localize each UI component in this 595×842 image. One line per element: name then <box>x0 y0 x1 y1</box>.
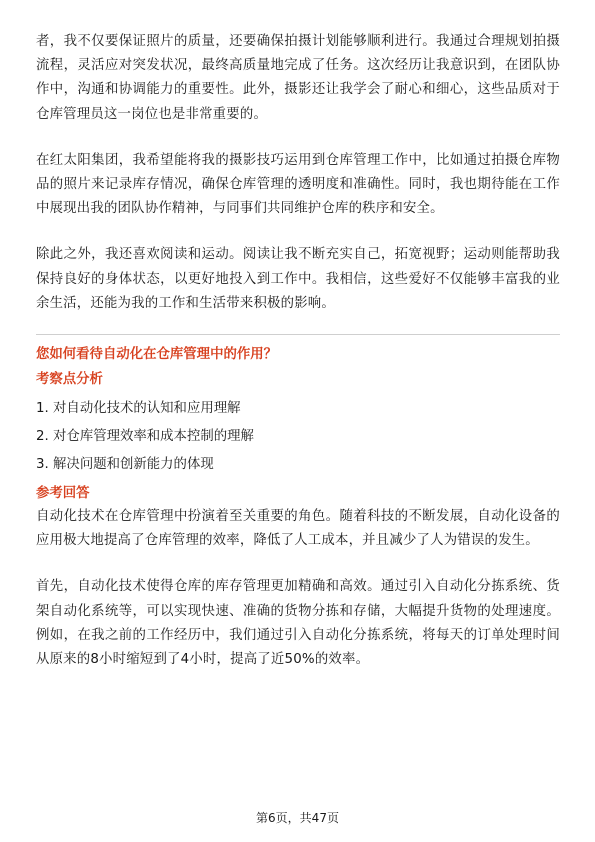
answer-heading: 参考回答 <box>36 486 90 502</box>
analysis-point: 1. 对自动化技术的认知和应用理解 <box>36 401 241 417</box>
answer-paragraph: 首先，自动化技术使得仓库的库存管理更加精确和高效。通过引入自动化分拣系统、货架自动化系统等，可以实现快速、准确的货物分拣和存储，大幅提升货物的处理速度。例如，在我之前的工作经历中，我们通过引入自动化分拣系统，将每天的订单处理时间从原来的8小时缩短到了4小时，提高了近50%的效率。 <box>36 579 560 668</box>
section-divider <box>36 334 560 335</box>
analysis-point: 2. 对仓库管理效率和成本控制的理解 <box>36 429 254 445</box>
question-heading: 您如何看待自动化在仓库管理中的作用？ <box>36 347 278 363</box>
body-paragraph: 除此之外，我还喜欢阅读和运动。阅读让我不断充实自己，拓宽视野；运动则能帮助我保持良好的身体状态，以更好地投入到工作中。我相信，这些爱好不仅能够丰富我的业余生活，还能为我的工作和生活带来积极的影响。 <box>36 247 560 311</box>
analysis-points <box>36 395 560 479</box>
page-content <box>36 30 560 672</box>
analysis-point: 3. 解决问题和创新能力的体现 <box>36 457 214 473</box>
analysis-heading: 考察点分析 <box>36 372 103 388</box>
body-paragraph: 者，我不仅要保证照片的质量，还要确保拍摄计划能够顺利进行。我通过合理规划拍摄流程，灵活应对突发状况，最终高质量地完成了任务。这次经历让我意识到，在团队协作中，沟通和协调能力的重要性。此外，摄影还让我学会了耐心和细心，这些品质对于仓库管理员这一岗位也是非常重要的。 <box>36 34 560 122</box>
page-number-footer: 第6页，共47页 <box>256 811 339 825</box>
answer-paragraph: 自动化技术在仓库管理中扮演着至关重要的角色。随着科技的不断发展，自动化设备的应用极大地提高了仓库管理的效率，降低了人工成本，并且减少了人为错误的发生。 <box>36 509 560 549</box>
body-paragraph: 在红太阳集团，我希望能将我的摄影技巧运用到仓库管理工作中，比如通过拍摄仓库物品的照片来记录库存情况，确保仓库管理的透明度和准确性。同时，我也期待能在工作中展现出我的团队协作精神，与同事们共同维护仓库的秩序和安全。 <box>36 152 560 217</box>
